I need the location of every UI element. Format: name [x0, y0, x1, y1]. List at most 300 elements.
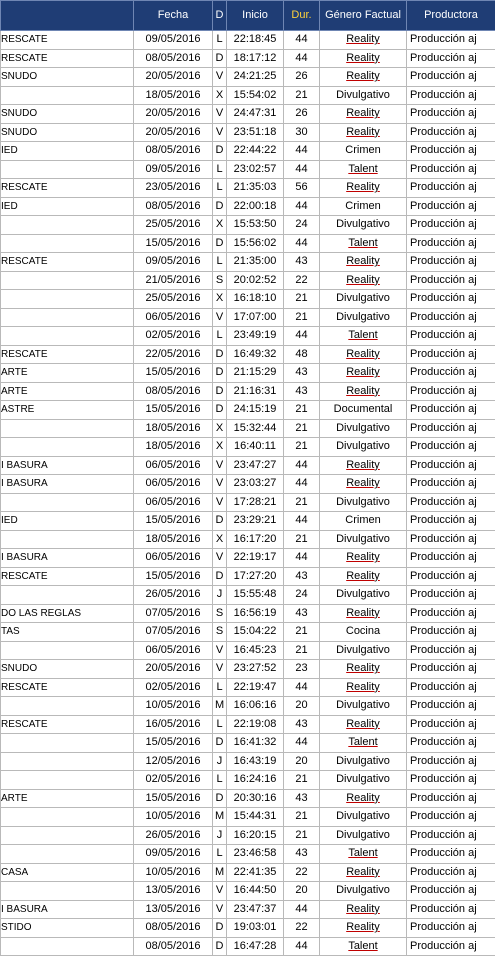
cell-date: 07/05/2016 — [134, 623, 213, 642]
cell-producer: Producción aj — [407, 308, 495, 327]
cell-duration: 44 — [284, 49, 320, 68]
cell-title: SNUDO — [1, 105, 134, 124]
table-row[interactable] — [1, 863, 495, 882]
cell-title — [1, 438, 134, 457]
table-row[interactable] — [1, 345, 495, 364]
header-producer[interactable]: Productora — [407, 1, 495, 31]
cell-date: 15/05/2016 — [134, 512, 213, 531]
table-row[interactable] — [1, 86, 495, 105]
cell-title: I BASURA — [1, 900, 134, 919]
cell-date: 16/05/2016 — [134, 715, 213, 734]
cell-producer: Producción aj — [407, 142, 495, 161]
cell-start: 15:53:50 — [227, 216, 284, 235]
cell-title: RESCATE — [1, 715, 134, 734]
table-row[interactable] — [1, 808, 495, 827]
cell-producer: Producción aj — [407, 456, 495, 475]
cell-producer: Producción aj — [407, 216, 495, 235]
cell-day: L — [213, 771, 227, 790]
cell-start: 17:27:20 — [227, 567, 284, 586]
cell-duration: 24 — [284, 586, 320, 605]
table-row[interactable] — [1, 197, 495, 216]
cell-genre: Talent — [320, 327, 407, 346]
cell-genre: Divulgativo — [320, 641, 407, 660]
cell-date: 18/05/2016 — [134, 86, 213, 105]
cell-genre: Reality — [320, 456, 407, 475]
cell-producer: Producción aj — [407, 179, 495, 198]
table-row[interactable] — [1, 641, 495, 660]
cell-day: X — [213, 530, 227, 549]
cell-producer: Producción aj — [407, 160, 495, 179]
cell-day: S — [213, 604, 227, 623]
cell-start: 17:28:21 — [227, 493, 284, 512]
cell-producer: Producción aj — [407, 919, 495, 938]
table-row[interactable] — [1, 826, 495, 845]
cell-title — [1, 697, 134, 716]
table-row[interactable] — [1, 900, 495, 919]
cell-start: 17:07:00 — [227, 308, 284, 327]
table-row[interactable] — [1, 382, 495, 401]
cell-genre: Talent — [320, 734, 407, 753]
cell-date: 25/05/2016 — [134, 290, 213, 309]
cell-duration: 21 — [284, 530, 320, 549]
cell-title — [1, 937, 134, 956]
table-row[interactable] — [1, 290, 495, 309]
cell-duration: 21 — [284, 623, 320, 642]
cell-title — [1, 826, 134, 845]
cell-day: D — [213, 49, 227, 68]
cell-start: 23:47:27 — [227, 456, 284, 475]
cell-duration: 21 — [284, 641, 320, 660]
cell-start: 21:35:00 — [227, 253, 284, 272]
cell-genre: Reality — [320, 660, 407, 679]
cell-duration: 21 — [284, 808, 320, 827]
cell-date: 09/05/2016 — [134, 845, 213, 864]
header-genre[interactable]: Género Factual — [320, 1, 407, 31]
cell-duration: 21 — [284, 401, 320, 420]
cell-genre: Reality — [320, 271, 407, 290]
cell-day: J — [213, 752, 227, 771]
cell-day: D — [213, 382, 227, 401]
cell-producer: Producción aj — [407, 586, 495, 605]
cell-producer: Producción aj — [407, 475, 495, 494]
cell-day: J — [213, 586, 227, 605]
cell-title — [1, 216, 134, 235]
cell-start: 21:16:31 — [227, 382, 284, 401]
header-title[interactable] — [1, 1, 134, 31]
cell-day: X — [213, 290, 227, 309]
table-row[interactable] — [1, 179, 495, 198]
cell-day: D — [213, 567, 227, 586]
cell-genre: Reality — [320, 549, 407, 568]
cell-day: L — [213, 327, 227, 346]
cell-start: 16:24:16 — [227, 771, 284, 790]
cell-producer: Producción aj — [407, 382, 495, 401]
cell-date: 13/05/2016 — [134, 882, 213, 901]
cell-producer: Producción aj — [407, 863, 495, 882]
cell-producer: Producción aj — [407, 882, 495, 901]
cell-producer: Producción aj — [407, 937, 495, 956]
cell-genre: Reality — [320, 49, 407, 68]
cell-day: L — [213, 179, 227, 198]
cell-day: D — [213, 345, 227, 364]
cell-date: 10/05/2016 — [134, 863, 213, 882]
cell-date: 07/05/2016 — [134, 604, 213, 623]
cell-duration: 43 — [284, 567, 320, 586]
cell-day: V — [213, 308, 227, 327]
cell-duration: 44 — [284, 512, 320, 531]
cell-producer: Producción aj — [407, 327, 495, 346]
cell-title: ARTE — [1, 364, 134, 383]
table-row[interactable] — [1, 364, 495, 383]
cell-duration: 21 — [284, 86, 320, 105]
table-row[interactable] — [1, 678, 495, 697]
cell-day: D — [213, 789, 227, 808]
cell-date: 10/05/2016 — [134, 697, 213, 716]
header-duration[interactable]: Dur. — [284, 1, 320, 31]
cell-date: 15/05/2016 — [134, 234, 213, 253]
cell-genre: Divulgativo — [320, 419, 407, 438]
cell-start: 22:19:17 — [227, 549, 284, 568]
cell-genre: Reality — [320, 567, 407, 586]
table-row[interactable] — [1, 919, 495, 938]
cell-genre: Divulgativo — [320, 826, 407, 845]
cell-day: D — [213, 197, 227, 216]
table-row[interactable] — [1, 308, 495, 327]
cell-duration: 22 — [284, 919, 320, 938]
cell-duration: 44 — [284, 549, 320, 568]
cell-day: D — [213, 734, 227, 753]
cell-duration: 43 — [284, 845, 320, 864]
table-row[interactable] — [1, 789, 495, 808]
cell-title — [1, 530, 134, 549]
table-row[interactable] — [1, 253, 495, 272]
cell-producer: Producción aj — [407, 697, 495, 716]
cell-producer: Producción aj — [407, 641, 495, 660]
cell-title — [1, 271, 134, 290]
cell-start: 16:41:32 — [227, 734, 284, 753]
cell-day: V — [213, 456, 227, 475]
cell-start: 20:30:16 — [227, 789, 284, 808]
cell-day: M — [213, 863, 227, 882]
cell-day: S — [213, 623, 227, 642]
cell-date: 15/05/2016 — [134, 401, 213, 420]
cell-day: X — [213, 438, 227, 457]
cell-start: 23:51:18 — [227, 123, 284, 142]
cell-title — [1, 586, 134, 605]
cell-producer: Producción aj — [407, 271, 495, 290]
header-day[interactable]: D — [213, 1, 227, 31]
cell-day: V — [213, 68, 227, 87]
table-row[interactable] — [1, 160, 495, 179]
cell-duration: 20 — [284, 752, 320, 771]
cell-date: 06/05/2016 — [134, 641, 213, 660]
cell-date: 18/05/2016 — [134, 419, 213, 438]
cell-start: 16:44:50 — [227, 882, 284, 901]
cell-genre: Reality — [320, 715, 407, 734]
cell-day: V — [213, 493, 227, 512]
cell-duration: 44 — [284, 234, 320, 253]
cell-date: 08/05/2016 — [134, 142, 213, 161]
table-row[interactable] — [1, 419, 495, 438]
cell-producer: Producción aj — [407, 715, 495, 734]
cell-producer: Producción aj — [407, 604, 495, 623]
cell-title: ASTRE — [1, 401, 134, 420]
cell-duration: 22 — [284, 271, 320, 290]
cell-date: 20/05/2016 — [134, 660, 213, 679]
cell-title — [1, 327, 134, 346]
cell-genre: Divulgativo — [320, 493, 407, 512]
cell-start: 22:19:08 — [227, 715, 284, 734]
cell-duration: 30 — [284, 123, 320, 142]
table-row[interactable] — [1, 475, 495, 494]
table-row[interactable] — [1, 660, 495, 679]
cell-producer: Producción aj — [407, 234, 495, 253]
cell-duration: 21 — [284, 826, 320, 845]
cell-day: S — [213, 271, 227, 290]
cell-day: D — [213, 234, 227, 253]
cell-day: L — [213, 31, 227, 50]
cell-duration: 44 — [284, 456, 320, 475]
table-row[interactable] — [1, 438, 495, 457]
cell-title — [1, 160, 134, 179]
cell-duration: 44 — [284, 160, 320, 179]
table-row[interactable] — [1, 31, 495, 50]
cell-genre: Divulgativo — [320, 530, 407, 549]
cell-start: 22:44:22 — [227, 142, 284, 161]
table-row[interactable] — [1, 734, 495, 753]
cell-genre: Reality — [320, 68, 407, 87]
cell-title — [1, 771, 134, 790]
cell-start: 22:00:18 — [227, 197, 284, 216]
header-start[interactable]: Inicio — [227, 1, 284, 31]
cell-duration: 56 — [284, 179, 320, 198]
cell-genre: Reality — [320, 253, 407, 272]
table-row[interactable] — [1, 123, 495, 142]
cell-genre: Reality — [320, 863, 407, 882]
cell-start: 16:20:15 — [227, 826, 284, 845]
cell-start: 21:15:29 — [227, 364, 284, 383]
cell-title: CASA — [1, 863, 134, 882]
cell-genre: Crimen — [320, 142, 407, 161]
cell-genre: Reality — [320, 123, 407, 142]
cell-start: 15:54:02 — [227, 86, 284, 105]
cell-start: 20:02:52 — [227, 271, 284, 290]
cell-date: 15/05/2016 — [134, 364, 213, 383]
table-row[interactable] — [1, 623, 495, 642]
cell-genre: Talent — [320, 234, 407, 253]
cell-producer: Producción aj — [407, 123, 495, 142]
cell-producer: Producción aj — [407, 567, 495, 586]
cell-day: D — [213, 512, 227, 531]
table-row[interactable] — [1, 567, 495, 586]
table-row[interactable] — [1, 586, 495, 605]
cell-producer: Producción aj — [407, 512, 495, 531]
cell-title — [1, 734, 134, 753]
cell-day: V — [213, 641, 227, 660]
cell-title: I BASURA — [1, 456, 134, 475]
cell-duration: 26 — [284, 105, 320, 124]
cell-producer: Producción aj — [407, 197, 495, 216]
cell-start: 16:17:20 — [227, 530, 284, 549]
table-row[interactable] — [1, 401, 495, 420]
cell-date: 02/05/2016 — [134, 327, 213, 346]
table-row[interactable] — [1, 697, 495, 716]
cell-producer: Producción aj — [407, 401, 495, 420]
cell-start: 16:43:19 — [227, 752, 284, 771]
table-row[interactable] — [1, 512, 495, 531]
cell-genre: Reality — [320, 604, 407, 623]
cell-title: RESCATE — [1, 31, 134, 50]
cell-duration: 20 — [284, 882, 320, 901]
table-row[interactable] — [1, 715, 495, 734]
cell-title: ARTE — [1, 382, 134, 401]
table-row[interactable] — [1, 771, 495, 790]
cell-title: SNUDO — [1, 123, 134, 142]
table-row[interactable] — [1, 216, 495, 235]
cell-start: 16:56:19 — [227, 604, 284, 623]
cell-date: 06/05/2016 — [134, 493, 213, 512]
cell-day: V — [213, 475, 227, 494]
cell-duration: 20 — [284, 697, 320, 716]
cell-producer: Producción aj — [407, 364, 495, 383]
cell-title: RESCATE — [1, 253, 134, 272]
cell-start: 19:03:01 — [227, 919, 284, 938]
cell-title: IED — [1, 197, 134, 216]
cell-title: RESCATE — [1, 567, 134, 586]
cell-start: 15:55:48 — [227, 586, 284, 605]
cell-date: 02/05/2016 — [134, 771, 213, 790]
cell-producer: Producción aj — [407, 530, 495, 549]
cell-title — [1, 808, 134, 827]
cell-duration: 21 — [284, 438, 320, 457]
table-row[interactable] — [1, 937, 495, 956]
cell-duration: 23 — [284, 660, 320, 679]
cell-genre: Reality — [320, 475, 407, 494]
cell-genre: Divulgativo — [320, 86, 407, 105]
cell-title: RESCATE — [1, 678, 134, 697]
cell-title — [1, 419, 134, 438]
cell-day: L — [213, 715, 227, 734]
cell-start: 22:41:35 — [227, 863, 284, 882]
table-row[interactable] — [1, 142, 495, 161]
cell-day: L — [213, 845, 227, 864]
cell-duration: 44 — [284, 31, 320, 50]
cell-date: 18/05/2016 — [134, 530, 213, 549]
cell-producer: Producción aj — [407, 419, 495, 438]
cell-start: 16:40:11 — [227, 438, 284, 457]
cell-title: ARTE — [1, 789, 134, 808]
cell-date: 15/05/2016 — [134, 567, 213, 586]
table-row[interactable] — [1, 327, 495, 346]
cell-duration: 44 — [284, 142, 320, 161]
cell-title: STIDO — [1, 919, 134, 938]
cell-genre: Divulgativo — [320, 216, 407, 235]
cell-date: 18/05/2016 — [134, 438, 213, 457]
table-row[interactable] — [1, 68, 495, 87]
cell-title: RESCATE — [1, 179, 134, 198]
cell-start: 16:18:10 — [227, 290, 284, 309]
cell-day: M — [213, 697, 227, 716]
cell-start: 22:19:47 — [227, 678, 284, 697]
cell-date: 09/05/2016 — [134, 31, 213, 50]
cell-title: SNUDO — [1, 68, 134, 87]
cell-duration: 26 — [284, 68, 320, 87]
cell-start: 23:29:21 — [227, 512, 284, 531]
cell-duration: 21 — [284, 419, 320, 438]
cell-day: L — [213, 678, 227, 697]
cell-genre: Documental — [320, 401, 407, 420]
table-row[interactable] — [1, 49, 495, 68]
cell-start: 21:35:03 — [227, 179, 284, 198]
cell-date: 23/05/2016 — [134, 179, 213, 198]
cell-duration: 43 — [284, 789, 320, 808]
cell-date: 09/05/2016 — [134, 160, 213, 179]
cell-duration: 44 — [284, 734, 320, 753]
table-row[interactable] — [1, 549, 495, 568]
cell-start: 23:47:37 — [227, 900, 284, 919]
cell-genre: Reality — [320, 364, 407, 383]
cell-date: 26/05/2016 — [134, 586, 213, 605]
table-row[interactable] — [1, 845, 495, 864]
cell-start: 15:32:44 — [227, 419, 284, 438]
cell-producer: Producción aj — [407, 49, 495, 68]
table-row[interactable] — [1, 530, 495, 549]
cell-duration: 44 — [284, 327, 320, 346]
cell-genre: Cocina — [320, 623, 407, 642]
cell-date: 06/05/2016 — [134, 308, 213, 327]
table-row[interactable] — [1, 493, 495, 512]
cell-title: DO LAS REGLAS — [1, 604, 134, 623]
cell-day: X — [213, 216, 227, 235]
cell-producer: Producción aj — [407, 771, 495, 790]
cell-producer: Producción aj — [407, 660, 495, 679]
cell-title — [1, 493, 134, 512]
cell-producer: Producción aj — [407, 253, 495, 272]
cell-date: 20/05/2016 — [134, 68, 213, 87]
cell-day: V — [213, 660, 227, 679]
table-row[interactable] — [1, 456, 495, 475]
cell-genre: Talent — [320, 937, 407, 956]
table-row[interactable] — [1, 271, 495, 290]
cell-genre: Reality — [320, 345, 407, 364]
header-date[interactable]: Fecha — [134, 1, 213, 31]
table-row[interactable] — [1, 234, 495, 253]
cell-day: L — [213, 160, 227, 179]
cell-date: 08/05/2016 — [134, 937, 213, 956]
cell-date: 08/05/2016 — [134, 919, 213, 938]
cell-title — [1, 308, 134, 327]
cell-date: 09/05/2016 — [134, 253, 213, 272]
cell-genre: Divulgativo — [320, 882, 407, 901]
cell-day: D — [213, 142, 227, 161]
cell-start: 23:49:19 — [227, 327, 284, 346]
cell-genre: Reality — [320, 678, 407, 697]
cell-start: 15:44:31 — [227, 808, 284, 827]
cell-duration: 44 — [284, 197, 320, 216]
table-row[interactable] — [1, 882, 495, 901]
table-row[interactable] — [1, 752, 495, 771]
cell-producer: Producción aj — [407, 752, 495, 771]
cell-genre: Divulgativo — [320, 308, 407, 327]
cell-producer: Producción aj — [407, 734, 495, 753]
cell-day: L — [213, 253, 227, 272]
cell-day: V — [213, 105, 227, 124]
table-row[interactable] — [1, 604, 495, 623]
cell-title — [1, 845, 134, 864]
cell-duration: 24 — [284, 216, 320, 235]
cell-duration: 43 — [284, 253, 320, 272]
table-row[interactable] — [1, 105, 495, 124]
